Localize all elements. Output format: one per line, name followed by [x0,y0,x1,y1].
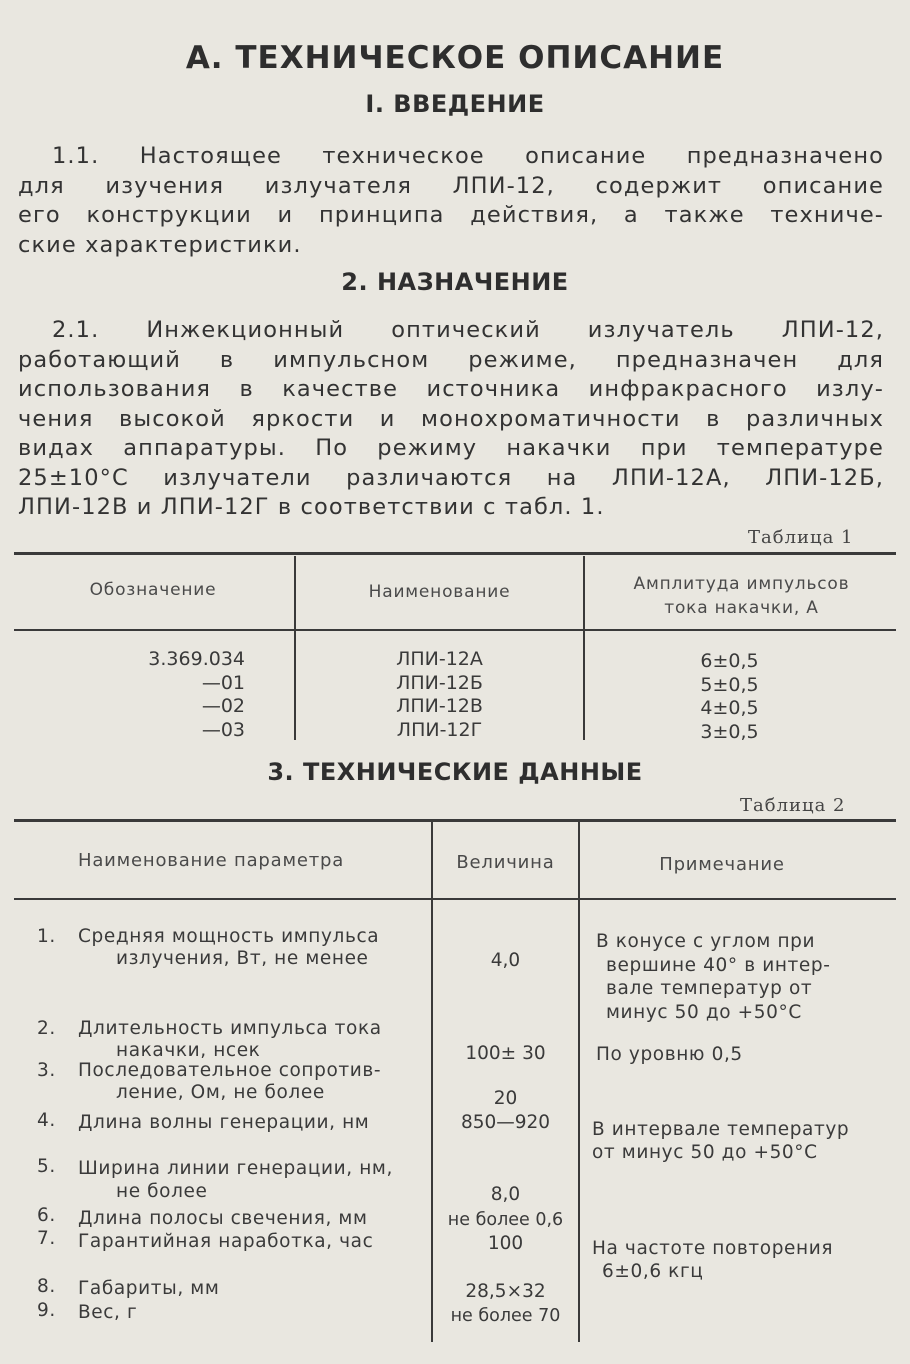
table1-cell: ЛПИ-12Г [396,718,483,741]
paragraph-line: для изучения излучателя ЛПИ-12, содержит описание [18,172,884,199]
table1-cell: ЛПИ-12А [396,648,483,670]
table2-parameter-text: Длительность импульса тока [78,1018,382,1039]
paragraph-introduction [18,142,884,260]
table2-header-note: Примечание [659,854,785,875]
paragraph-line: чения высокой яркости и монохроматичности в различных [18,405,884,432]
table1-caption: Таблица 1 [748,527,854,548]
table2-note-line: вершине 40° в интер- [606,954,831,976]
table2-parameter-text: Длина волны генерации, нм [78,1112,370,1133]
table2-value: 28,5×32 [465,1281,546,1302]
table1-column-divider [583,556,585,740]
table2-row-number: 7. [37,1228,56,1249]
table2-value: 850—920 [460,1112,551,1133]
table1-cell: —03 [201,718,245,741]
table2-note-row4 [592,1118,849,1164]
table2-note-row7 [592,1237,833,1283]
table2-value: 100 [487,1233,524,1254]
document-title: А. ТЕХНИЧЕСКОЕ ОПИСАНИЕ [185,40,725,76]
table1-cell: 4±0,5 [700,697,759,719]
table1-header-name: Наименование [368,582,511,602]
table2-value: не более 0,6 [447,1210,564,1230]
table2-row-number: 2. [37,1018,56,1039]
table1-cell: 3.369.034 [148,648,245,670]
table1-amplitude-column [587,650,872,744]
table1-header-amplitude-line2: тока накачки, А [664,598,819,618]
table2-column-divider [431,822,433,1342]
table2-note-line: от минус 50 до +50°С [592,1142,818,1163]
table2-value: 8,0 [490,1184,521,1205]
table2-note-line: На частоте повторения [592,1238,834,1259]
table2-note-line: 6±0,6 кгц [602,1261,704,1282]
table2-row-number: 5. [37,1156,56,1177]
table1-cell: —01 [201,671,245,694]
table2-parameter-text: Вес, г [78,1302,138,1323]
table2-parameter-text: накачки, нсек [116,1040,261,1061]
table2-parameter-text: Длина полосы свечения, мм [78,1208,368,1229]
table2-row-number: 4. [37,1110,56,1131]
table2-parameter-text: Гарантийная наработка, час [78,1231,374,1252]
section-heading-introduction: I. ВВЕДЕНИЕ [365,90,545,118]
table2-column-divider [578,822,580,1342]
table2-row-number: 1. [37,926,56,947]
table1-cell: 5±0,5 [700,673,759,696]
table2-caption: Таблица 2 [740,795,846,816]
table1-name-column [298,648,581,742]
table2-header-value: Величина [456,852,555,873]
table2-row-number: 8. [37,1276,56,1297]
table1-header-rule [14,629,896,631]
table1-cell: ЛПИ-12Б [396,671,483,694]
paragraph-line: работающий в импульсном режиме, предназначен для [18,346,884,373]
paragraph-line: 25±10°С излучатели различаются на ЛПИ-12А, ЛПИ-12Б, [18,464,884,491]
table2-row-number: 3. [37,1060,56,1081]
table1-cell: —02 [201,695,245,717]
table2-note-line: минус 50 до +50°С [606,1001,802,1023]
table1-column-divider [294,556,296,740]
table2-header-rule [14,898,896,900]
table2-value: 20 [493,1088,518,1109]
table1-top-rule [14,552,896,555]
table1-cell: 3±0,5 [700,720,759,743]
table2-top-rule [14,819,896,822]
paragraph-line: видах аппаратуры. По режиму накачки при температуре [18,435,884,461]
paragraph-line: 1.1. Настоящее техническое описание предназначено [52,143,884,169]
table2-parameter-text: излучения, Вт, не менее [116,948,369,969]
table1-cell: 6±0,5 [700,650,759,672]
table2-note-line: В интервале температур [592,1119,850,1140]
table2-note-line: В конусе с углом при [596,931,816,952]
table2-parameter-text: Средняя мощность импульса [78,926,380,947]
table1-header-amplitude-line1: Амплитуда импульсов [633,574,850,594]
paragraph-purpose [18,316,884,523]
table2-note-line: вале температур от [606,978,813,999]
table2-row-number: 9. [37,1300,56,1321]
table2-note-row2: По уровню 0,5 [596,1044,743,1065]
paragraph-line: его конструкции и принципа действия, а также техниче- [18,202,884,228]
table2-parameter-text: Последовательное сопротив- [78,1060,382,1081]
paragraph-line: использования в качестве источника инфракрасного излу- [18,376,884,402]
table2-value: 100± 30 [465,1043,546,1064]
table2-parameter-text: ление, Ом, не более [116,1082,325,1103]
table1-designation-column [90,648,245,742]
table2-value: 4,0 [490,950,521,971]
section-heading-purpose: 2. НАЗНАЧЕНИЕ [341,268,569,296]
table2-parameter-text: Габариты, мм [78,1278,220,1299]
table2-row-number: 6. [37,1205,56,1226]
paragraph-line: 2.1. Инжекционный оптический излучатель ЛПИ-12, [52,317,884,343]
table1-cell: ЛПИ-12В [396,695,483,717]
table2-parameter-text: не более [116,1181,208,1202]
paragraph-line: ЛПИ-12В и ЛПИ-12Г в соответствии с табл. 1. [18,494,605,520]
table1-header-designation: Обозначение [89,580,217,600]
table2-note-row1 [596,930,831,1024]
table2-parameter-text: Ширина линии генерации, нм, [78,1158,393,1179]
table2-value: не более 70 [450,1306,561,1326]
section-heading-technical-data: 3. ТЕХНИЧЕСКИЕ ДАННЫЕ [267,758,643,786]
table2-header-parameter: Наименование параметра [78,850,345,871]
paragraph-line: ские характеристики. [18,231,302,258]
